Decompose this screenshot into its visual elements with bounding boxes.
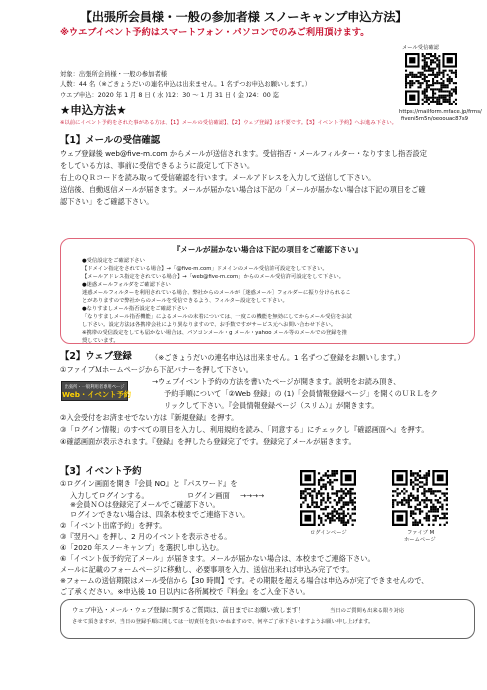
s1-line1: ウェブ登録後 web@five-m.com からメールが送信されます。受信指否・メールフィルター・なりすまし指否設定 — [60, 149, 427, 158]
box-line9: し下さい。設定方法は各携帯会社により異なりますので、お手数ですがサービス元へお問い合わせ下さい。 — [82, 322, 337, 328]
notice-line2: させて頂きますが、当日の登録手順に関しては一切責任を負いかねますので、何卒ご了承下さいますようお願い申し上げます。 — [72, 619, 374, 625]
notice-line1b: 当日のご質問も出来る限り対応 — [330, 608, 405, 614]
method-heading: ★申込方法★ — [60, 103, 127, 117]
qr-mail-url-1[interactable]: https://mailform.mface.jp/frms/ — [399, 109, 482, 115]
box-line5: 迷惑メールフィルターを利用されている場合、弊社からのメールが［迷惑メール］フォルダーに振り分けられるこ — [82, 290, 351, 296]
s3-line7: ④「2020 年スノーキャンプ」を選択し申し込む。 — [60, 543, 224, 552]
method-note: ※以前にイベント予約をされた事がある方は、【1】メールの受信確認】、【2】ウェブ登録】は不要です。【3】イベント予約】へお進み下さい。 — [60, 120, 397, 126]
section1-heading: 【1】メールの受信確認 — [60, 135, 161, 146]
s2-heading-note: （※ごきょうだいの連名申込は出来ません。1 名ずつご登録をお願いします。） — [151, 353, 405, 362]
s2-line4: リックして下さい。『会員情報登録ページ（スリム）』が開きます。 — [164, 401, 379, 410]
box-line7: ●なりすましメール指否設定をご確認下さい — [82, 306, 188, 312]
subtitle-note: ※ウエブイベント予約はスマートフォン・パソコンでのみご利用頂けます。 — [60, 27, 370, 38]
s3-line10: ※フォームの送信期限はメール受信から【30 時間】です。その期限を超える場合は申込みが完了できませんので、 — [60, 576, 429, 585]
s3-line11-text: ご了承ください。※申込後 10 日以内に各所属校で『料金』をご入金下さい。 — [60, 587, 310, 596]
notice-line1: ウェブ申込・メール・ウェブ登録に関するご質問は、前日までにお願い致します！ — [72, 607, 305, 614]
s3-login-label: ログイン画面 — [187, 491, 230, 500]
box-line1: ●受信設定をご確認下さい — [82, 258, 145, 264]
capacity-line: 人数：44 名（※ごきょうだいの連名申込は出来ません。1 名ずつお申込お願いします。） — [60, 81, 312, 88]
section3-heading: 【3】イベント予約 — [60, 466, 142, 477]
target-line: 対象：出張所会員様・一般の参加者様 — [60, 71, 168, 78]
section2-heading: 【2】ウェブ登録 — [60, 351, 132, 362]
box-heading: 『メールが届かない場合は下記の項目をご確認下さい』 — [172, 245, 363, 254]
qr-login-caption: ログインページ — [310, 530, 347, 536]
s2-line5: ②入会受付をお済ませでない方は『新規登録』を押す。 — [60, 413, 239, 422]
box-line4: ●迷惑メールフォルダをご確認下さい — [82, 282, 171, 288]
s3-line11 — [60, 588, 310, 596]
s3-line3: ※会員ＮＯは登録完了メールでご確認下さい。 — [70, 500, 220, 509]
banner-main-text: Web・イベント予約 — [62, 390, 132, 399]
s1-line3: 右上のＱＲコードを読み取って受信確認を行います。メールアドレスを入力して送信して下さい。 — [60, 173, 376, 182]
s1-line2: をしている方は、事前に受信できるように設定して下さい。 — [60, 161, 255, 170]
s1-line5: 認下さい」をご確認下さい。 — [60, 197, 154, 206]
s2-line7: ④確認画面が表示されます。『登録』を押したら登録完了です。登録完了メールが届きます。 — [60, 437, 356, 446]
s2-line3: 予約手順について「②Web 登録」の (1)「会員情報登録ページ」を開くのＵＲＬをク — [164, 389, 438, 398]
box-line10: ※携帯の受信設定をしても届かない場合は、パソコンメール・g メール・yahoo メール等のメールでの登録を推 — [82, 330, 348, 336]
s2-line1: ①ファイブＭホームページから下記バナーを押して下さい。 — [60, 365, 253, 374]
box-line2: 【ドメイン指定をされている場合】→「@five-m.com」ドメインのメール受信許可設定をして下さい。 — [82, 266, 328, 272]
qr-homepage[interactable] — [392, 470, 448, 526]
qr-mail-caption: メール受信確認 — [402, 45, 439, 51]
box-line8: 「なりすましメール指否機能」によるメールの未着については、一度この機能を無効にしてからメール受信をお試 — [82, 314, 352, 320]
s3-line2: 入力してログインする。 — [70, 491, 149, 500]
s3-line4: ログインできない場合は、四条本校までご連絡下さい。 — [70, 510, 250, 519]
qr-mail-check[interactable] — [405, 53, 457, 105]
box-line6: とがありますので弊社からのメールを受信できるよう、フィルター設定をして下さい。 — [82, 298, 288, 304]
period-line: ウエブ申込：2020 年 1 月 8 日 ( 水 )12：30 ～ 1 月 31 日 ( 金 )24：00 迄 — [60, 92, 280, 99]
s1-line4: 送信後、自動返信メールが届きます。メールが届かない場合は下記の「メールが届かない場合は下記の項目をご確 — [60, 185, 426, 194]
s3-line9: メールに記載のフォームページに移動し、必要事項を入力、送信出来れば申込み完了です。 — [60, 565, 354, 574]
s3-arrows: →→→→ — [240, 491, 265, 500]
qr-login-page[interactable] — [300, 470, 356, 526]
qr-mail-url-2[interactable]: fiveni5m5n/oeoouac87s9 — [401, 116, 468, 122]
box-line11: 奨しています。 — [82, 338, 119, 344]
s3-line5: ②「イベント出席予約」を押す。 — [60, 521, 167, 530]
s3-line8: ⑥「イベント仮予約完了メール」が届きます。メールが届かない場合は、本校までご連絡下さい。 — [60, 554, 375, 563]
s3-line6: ③『翌月へ』を押し、2 月のイベントを表示させる。 — [60, 532, 232, 541]
qr-home-caption-1: ファイブ M — [407, 530, 435, 536]
s3-line1: ①ログイン画面を開き『会員 NO』と『パスワード』を — [60, 479, 238, 488]
s2-line6: ③「ログイン情報」のすべての項目を入力し、利用規約を読み、「同意する」にチェックし『確認画面へ』を押す。 — [60, 425, 429, 434]
s2-line2: →ウェブイベント予約の方法を書いたページが開きます。説明をお読み頂き、 — [152, 377, 401, 386]
box-line3: 【メールアドレス指定をされている場合】→「web@five-m.com」からのメール受信許可設定をして下さい。 — [82, 274, 344, 280]
page-title: 【出張所会員様・一般の参加者様 スノーキャンプ申込方法】 — [79, 10, 408, 24]
banner-top-text: 出張所・一般利用者専用ページ — [64, 385, 125, 390]
web-event-banner[interactable] — [61, 381, 132, 401]
qr-home-caption-2: ホームページ — [404, 537, 436, 543]
